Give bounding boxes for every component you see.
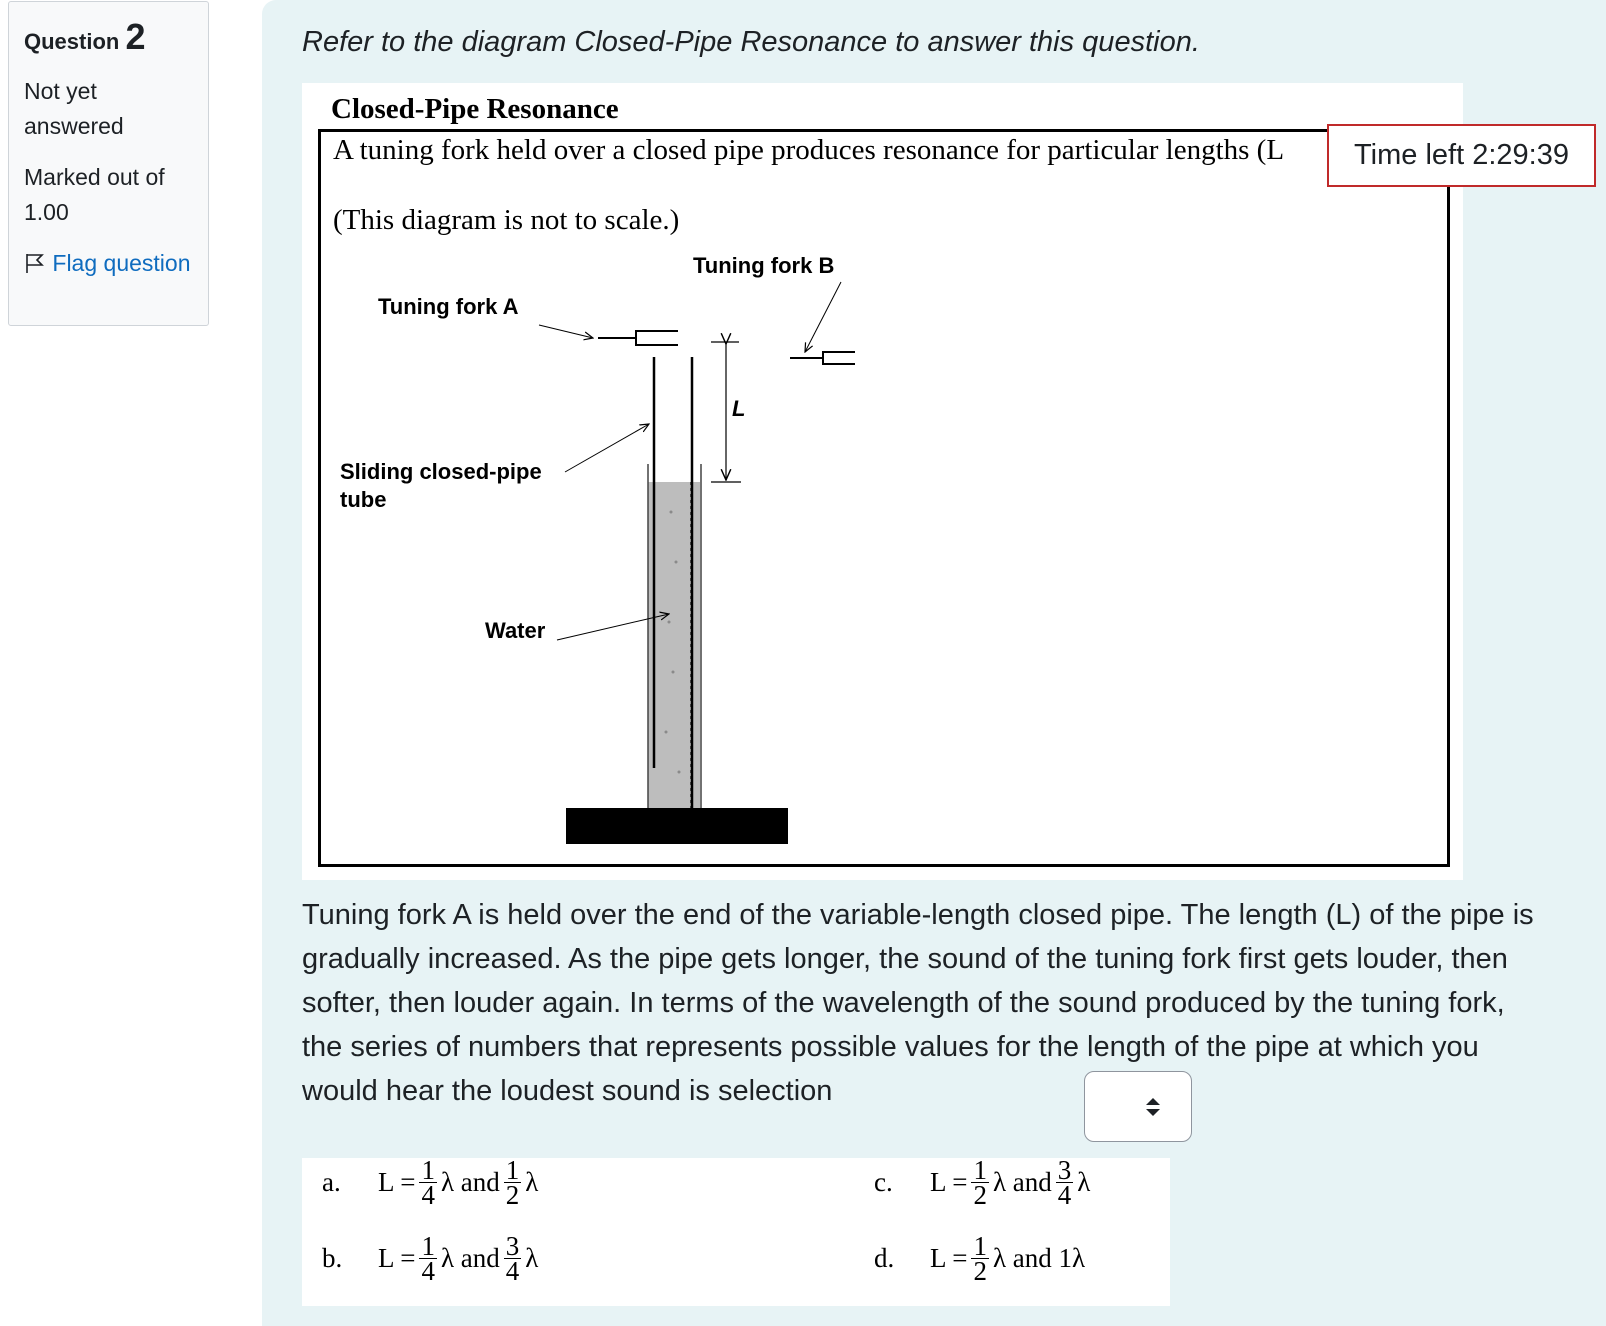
option-c-lhs: L = — [930, 1167, 968, 1197]
answer-options — [302, 1155, 1170, 1306]
option-d-f1-num: 1 — [973, 1231, 987, 1261]
question-status: Not yet answered — [24, 78, 124, 139]
label-water: Water — [485, 618, 546, 643]
select-arrows-icon — [1145, 1096, 1161, 1118]
flag-question-link[interactable] — [24, 246, 193, 281]
option-d-mid: λ and 1λ — [992, 1243, 1086, 1273]
diagram-title: Closed-Pipe Resonance — [331, 93, 619, 125]
diagram-frame — [318, 129, 1450, 867]
diagram-description: A tuning fork held over a closed pipe produces resonance for particular lengths (L — [333, 134, 1285, 166]
option-b — [322, 1231, 539, 1286]
closed-pipe-diagram — [302, 83, 1463, 880]
option-a-fraction-2 — [504, 1155, 522, 1210]
option-b-fraction-2 — [504, 1231, 522, 1286]
option-b-mid: λ and — [440, 1243, 500, 1273]
question-text: Tuning fork A is held over the end of the variable-length closed pipe. The length (L) of the pipe is gradually increased. As the pipe gets longer, the sound of the tuning fork first gets louder, then softer, then louder again. In terms of the wavelength of the sound produced by the tuning fork, the series of numbers that represents possible values for the length of the pipe at which you would hear the loudest sound is selection — [302, 899, 1534, 1107]
option-d — [874, 1231, 1086, 1286]
option-a-f2-num: 1 — [505, 1155, 520, 1185]
option-b-fraction-1 — [419, 1231, 437, 1286]
label-sliding-tube — [340, 458, 542, 514]
option-d-fraction-1 — [971, 1231, 989, 1286]
label-length: L — [732, 396, 746, 421]
option-c-letter: c. — [874, 1167, 893, 1197]
option-c-f2-den: 4 — [1057, 1180, 1072, 1210]
flag-icon — [24, 252, 46, 274]
option-c-fraction-1 — [971, 1155, 989, 1210]
option-b-f1-den: 4 — [421, 1256, 435, 1286]
time-left-timer: Time left 2:29:39 — [1327, 124, 1596, 187]
question-info-panel — [8, 1, 209, 326]
option-b-f1-num: 1 — [421, 1231, 435, 1261]
option-c-f1-den: 2 — [973, 1180, 987, 1210]
option-b-letter: b. — [322, 1243, 343, 1273]
option-a-f1-den: 4 — [421, 1180, 435, 1210]
flag-question-label: Flag question — [52, 250, 191, 276]
option-a-lhs: L = — [378, 1167, 416, 1197]
answer-select[interactable] — [1084, 1071, 1192, 1142]
label-tuning-fork-b: Tuning fork B — [693, 253, 835, 278]
question-label: Question — [24, 29, 120, 54]
option-c-fraction-2 — [1056, 1155, 1074, 1210]
option-d-letter: d. — [874, 1243, 895, 1273]
option-b-f2-num: 3 — [505, 1231, 520, 1261]
question-marks: Marked out of 1.00 — [24, 164, 165, 225]
option-c-mid: λ and — [992, 1167, 1052, 1197]
option-b-lhs: L = — [378, 1243, 416, 1273]
option-a — [322, 1155, 539, 1210]
question-content-panel — [262, 0, 1606, 1326]
option-a-letter: a. — [322, 1167, 341, 1197]
question-number: 2 — [125, 16, 146, 57]
option-a-f2-den: 2 — [505, 1180, 520, 1210]
option-a-f1-num: 1 — [421, 1155, 435, 1185]
label-sliding-tube-line2: tube — [340, 487, 387, 512]
option-a-fraction-1 — [419, 1155, 437, 1210]
option-d-lhs: L = — [930, 1243, 968, 1273]
option-c-end: λ — [1077, 1167, 1091, 1197]
label-tuning-fork-a: Tuning fork A — [378, 294, 519, 319]
option-c-f2-num: 3 — [1057, 1155, 1072, 1185]
question-prompt: Refer to the diagram Closed-Pipe Resonance to answer this question. — [302, 26, 1200, 58]
option-a-mid: λ and — [440, 1167, 500, 1197]
option-d-f1-den: 2 — [973, 1256, 987, 1286]
option-a-end: λ — [525, 1167, 539, 1197]
option-b-end: λ — [525, 1243, 539, 1273]
option-c — [874, 1155, 1091, 1210]
option-c-f1-num: 1 — [973, 1155, 987, 1185]
option-b-f2-den: 4 — [505, 1256, 520, 1286]
diagram-note: (This diagram is not to scale.) — [333, 204, 680, 236]
label-sliding-tube-line1: Sliding closed-pipe — [340, 459, 542, 484]
question-heading — [24, 16, 193, 58]
